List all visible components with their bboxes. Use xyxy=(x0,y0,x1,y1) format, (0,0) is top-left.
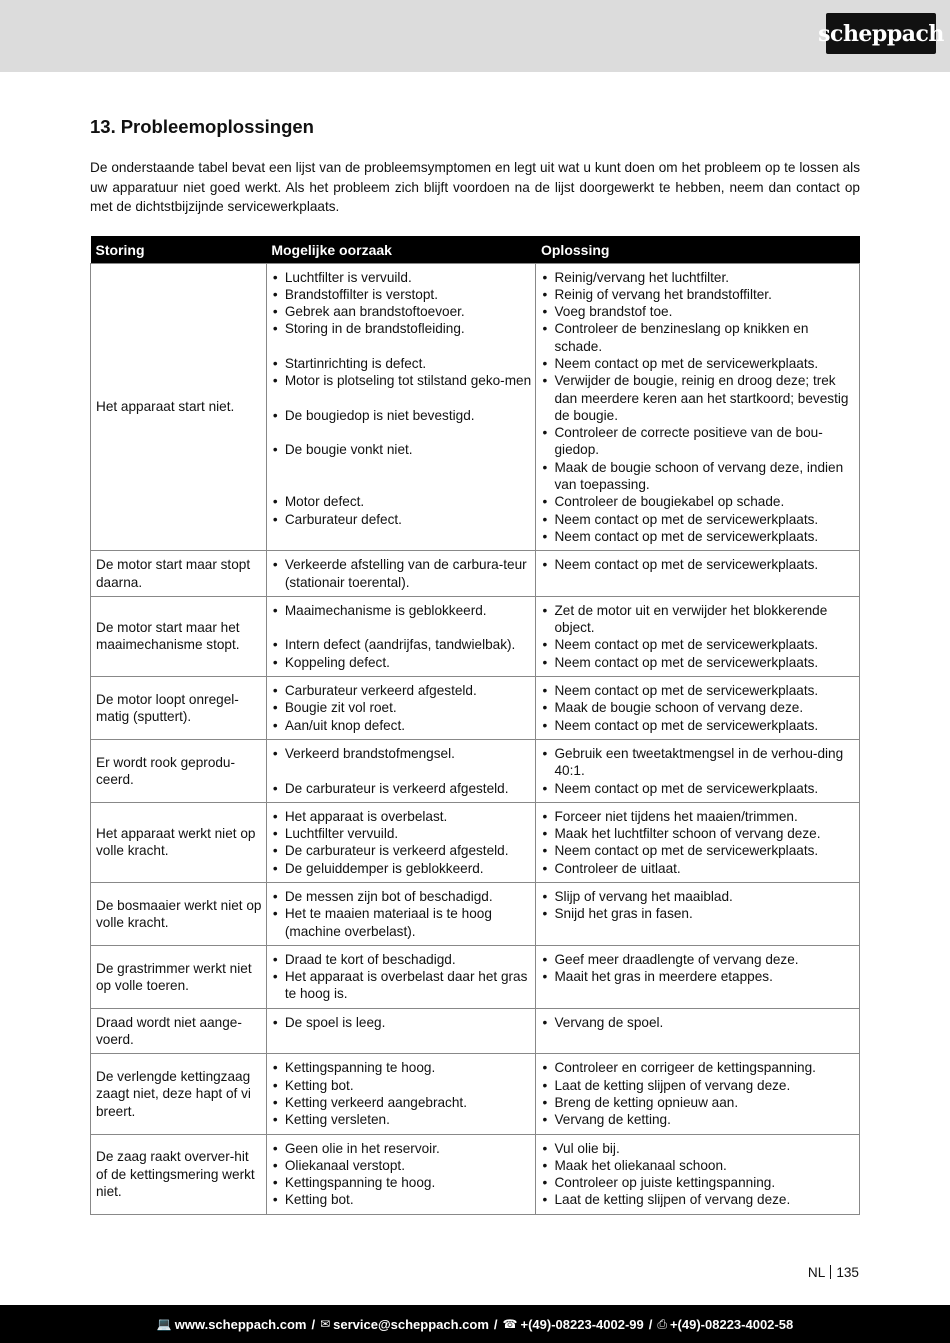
cause-item: • Maaimechanisme is geblokkeerd. xyxy=(271,602,532,619)
cause-item: • Koppeling defect. xyxy=(271,654,532,671)
symptom-cell: De motor start maar het maaimechanisme stopt. xyxy=(91,596,267,676)
table-row xyxy=(91,1054,860,1134)
solution-item: • Neem contact op met de servicewerkplaats. xyxy=(540,654,855,671)
section-number: 13. xyxy=(90,116,116,137)
cause-item: • Ketting verkeerd aangebracht. xyxy=(271,1094,532,1111)
section-heading xyxy=(90,116,314,138)
cause-item: • Luchtfilter vervuild. xyxy=(271,825,532,842)
symptom-cell: De zaag raakt overver-hit of de kettingsmering werkt niet. xyxy=(91,1134,267,1214)
symptom-cell: De grastrimmer werkt niet op volle toeren. xyxy=(91,945,267,1008)
footer-separator: / xyxy=(648,1316,653,1332)
solution-item: • Snijd het gras in fasen. xyxy=(540,905,855,922)
cause-item: • De messen zijn bot of beschadigd. xyxy=(271,888,532,905)
solutions-cell xyxy=(536,1134,860,1214)
solution-item: • Maak het oliekanaal schoon. xyxy=(540,1157,855,1174)
symptom-cell: Het apparaat werkt niet op volle kracht. xyxy=(91,802,267,882)
cause-item: • Startinrichting is defect. xyxy=(271,355,532,372)
footer-fax: +(49)-08223-4002-58 xyxy=(669,1316,794,1332)
solution-item: • Neem contact op met de servicewerkplaats. xyxy=(540,355,855,372)
solution-item: • Controleer en corrigeer de kettingspanning. xyxy=(540,1059,855,1076)
solution-item: • Controleer de bougiekabel op schade. xyxy=(540,493,855,510)
causes-cell xyxy=(266,1008,536,1054)
table-row xyxy=(91,802,860,882)
cause-item: • Ketting bot. xyxy=(271,1191,532,1208)
solutions-cell xyxy=(536,1054,860,1134)
cause-item: • De carburateur is verkeerd afgesteld. xyxy=(271,780,532,797)
cause-item: • Geen olie in het reservoir. xyxy=(271,1140,532,1157)
solution-item: • Controleer de uitlaat. xyxy=(540,860,855,877)
mail-icon: ✉ xyxy=(320,1317,331,1331)
causes-cell xyxy=(266,551,536,597)
causes-cell xyxy=(266,596,536,676)
solution-item: • Laat de ketting slijpen of vervang deze. xyxy=(540,1077,855,1094)
solution-item: • Vul olie bij. xyxy=(540,1140,855,1157)
footer-separator: / xyxy=(311,1316,316,1332)
troubleshooting-table xyxy=(90,236,860,1215)
cause-item: • Het apparaat is overbelast. xyxy=(271,808,532,825)
cause-item: • De bougiedop is niet bevestigd. xyxy=(271,407,532,424)
cause-item: • Het apparaat is overbelast daar het gras te hoog is. xyxy=(271,968,532,1003)
computer-icon: 💻 xyxy=(156,1317,172,1331)
phone-icon: ☎ xyxy=(502,1317,518,1331)
causes-cell xyxy=(266,802,536,882)
header-oorzaak: Mogelijke oorzaak xyxy=(266,236,536,263)
solution-item: • Laat de ketting slijpen of vervang deze. xyxy=(540,1191,855,1208)
cause-item: • Luchtfilter is vervuild. xyxy=(271,269,532,286)
solution-item: • Neem contact op met de servicewerkplaats. xyxy=(540,556,855,573)
cause-item: • De bougie vonkt niet. xyxy=(271,441,532,458)
solution-item: • Maak de bougie schoon of vervang deze, indien van toepassing. xyxy=(540,459,855,494)
symptom-cell: De motor loopt onregel-matig (sputtert). xyxy=(91,677,267,740)
cause-item: • Gebrek aan brandstoftoevoer. xyxy=(271,303,532,320)
table-header-row xyxy=(91,236,860,263)
cause-item: • Carburateur defect. xyxy=(271,511,532,528)
table-row xyxy=(91,1008,860,1054)
page-language: NL xyxy=(807,1265,826,1280)
footer-bar xyxy=(0,1305,950,1343)
solution-item: • Zet de motor uit en verwijder het blokkerende object. xyxy=(540,602,855,637)
solution-item: • Controleer op juiste kettingspanning. xyxy=(540,1174,855,1191)
footer-website[interactable]: www.scheppach.com xyxy=(174,1316,307,1332)
solution-item: • Gebruik een tweetaktmengsel in de verhou-ding 40:1. xyxy=(540,745,855,780)
cause-item: • Ketting versleten. xyxy=(271,1111,532,1128)
solutions-cell xyxy=(536,945,860,1008)
symptom-cell: De motor start maar stopt daarna. xyxy=(91,551,267,597)
causes-cell xyxy=(266,1054,536,1134)
solution-item: • Vervang de spoel. xyxy=(540,1014,855,1031)
cause-item: • Brandstoffilter is verstopt. xyxy=(271,286,532,303)
solutions-cell xyxy=(536,883,860,946)
cause-item: • Carburateur verkeerd afgesteld. xyxy=(271,682,532,699)
cause-item: • De carburateur is verkeerd afgesteld. xyxy=(271,842,532,859)
solution-item: • Neem contact op met de servicewerkplaats. xyxy=(540,717,855,734)
fax-icon: ⎙ xyxy=(657,1316,667,1331)
solution-item: • Verwijder de bougie, reinig en droog deze; trek dan meerdere keren aan het startkoord; bevestig de bougie. xyxy=(540,372,855,424)
solutions-cell xyxy=(536,263,860,551)
solution-item: • Voeg brandstof toe. xyxy=(540,303,855,320)
cause-item: • Kettingspanning te hoog. xyxy=(271,1174,532,1191)
footer-email[interactable]: service@scheppach.com xyxy=(333,1316,489,1332)
solution-item: • Forceer niet tijdens het maaien/trimmen. xyxy=(540,808,855,825)
solutions-cell xyxy=(536,1008,860,1054)
causes-cell xyxy=(266,263,536,551)
symptom-cell: Het apparaat start niet. xyxy=(91,263,267,551)
table-row xyxy=(91,945,860,1008)
cause-item: • Oliekanaal verstopt. xyxy=(271,1157,532,1174)
header-band xyxy=(0,0,950,72)
solution-item: • Maak de bougie schoon of vervang deze. xyxy=(540,699,855,716)
intro-paragraph: De onderstaande tabel bevat een lijst van de probleemsymptomen en legt uit wat u kunt doen om het probleem op te lossen als uw apparatuur niet goed werkt. Als het probleem zich blijft voordoen na de lijst doorgewerkt te hebben, neem dan contact op met de dichtstbijzijnde servicewerkplaats. xyxy=(90,160,860,214)
solution-item: • Maak het luchtfilter schoon of vervang deze. xyxy=(540,825,855,842)
solution-item: • Controleer de benzineslang op knikken en schade. xyxy=(540,320,855,355)
table-row xyxy=(91,677,860,740)
cause-item: • Storing in de brandstofleiding. xyxy=(271,320,532,337)
table-row xyxy=(91,551,860,597)
causes-cell xyxy=(266,945,536,1008)
page-count: 135 xyxy=(836,1265,859,1280)
header-oplossing: Oplossing xyxy=(536,236,860,263)
page-number xyxy=(808,1265,859,1280)
solution-item: • Vervang de ketting. xyxy=(540,1111,855,1128)
solution-item: • Slijp of vervang het maaiblad. xyxy=(540,888,855,905)
cause-item: • Het te maaien materiaal is te hoog (machine overbelast). xyxy=(271,905,532,940)
causes-cell xyxy=(266,677,536,740)
solution-item: • Maait het gras in meerdere etappes. xyxy=(540,968,855,985)
solution-item: • Neem contact op met de servicewerkplaats. xyxy=(540,528,855,545)
solution-item: • Neem contact op met de servicewerkplaats. xyxy=(540,780,855,797)
solution-item: • Neem contact op met de servicewerkplaats. xyxy=(540,511,855,528)
solutions-cell xyxy=(536,551,860,597)
solutions-cell xyxy=(536,802,860,882)
cause-item: • Bougie zit vol roet. xyxy=(271,699,532,716)
solution-item: • Breng de ketting opnieuw aan. xyxy=(540,1094,855,1111)
symptom-cell: De verlengde kettingzaag zaagt niet, deze hapt of vi breert. xyxy=(91,1054,267,1134)
solutions-cell xyxy=(536,739,860,802)
cause-item: • Motor is plotseling tot stilstand geko-men xyxy=(271,372,532,389)
cause-item: • Motor defect. xyxy=(271,493,532,510)
header-storing: Storing xyxy=(91,236,267,263)
footer-separator: / xyxy=(493,1316,498,1332)
footer-phone: +(49)-08223-4002-99 xyxy=(520,1316,644,1332)
cause-item: • De geluiddemper is geblokkeerd. xyxy=(271,860,532,877)
table-row xyxy=(91,1134,860,1214)
solution-item: • Reinig of vervang het brandstoffilter. xyxy=(540,286,855,303)
table-row xyxy=(91,739,860,802)
solution-item: • Reinig/vervang het luchtfilter. xyxy=(540,269,855,286)
cause-item: • Verkeerd brandstofmengsel. xyxy=(271,745,532,762)
symptom-cell: De bosmaaier werkt niet op volle kracht. xyxy=(91,883,267,946)
section-title: Probleemoplossingen xyxy=(120,116,314,137)
solution-item: • Neem contact op met de servicewerkplaats. xyxy=(540,682,855,699)
cause-item: • Kettingspanning te hoog. xyxy=(271,1059,532,1076)
cause-item: • Intern defect (aandrijfas, tandwielbak). xyxy=(271,636,532,653)
table-row xyxy=(91,883,860,946)
solution-item: • Neem contact op met de servicewerkplaats. xyxy=(540,636,855,653)
table-row xyxy=(91,596,860,676)
solution-item: • Geef meer draadlengte of vervang deze. xyxy=(540,951,855,968)
table-row xyxy=(91,263,860,551)
cause-item: • Aan/uit knop defect. xyxy=(271,717,532,734)
symptom-cell: Draad wordt niet aange-voerd. xyxy=(91,1008,267,1054)
solutions-cell xyxy=(536,596,860,676)
cause-item: • De spoel is leeg. xyxy=(271,1014,532,1031)
solution-item: • Controleer de correcte positieve van de bou-giedop. xyxy=(540,424,855,459)
cause-item: • Verkeerde afstelling van de carbura-teur (stationair toerental). xyxy=(271,556,532,591)
causes-cell xyxy=(266,883,536,946)
scheppach-logo: scheppach xyxy=(826,13,936,54)
cause-item: • Draad te kort of beschadigd. xyxy=(271,951,532,968)
solution-item: • Neem contact op met de servicewerkplaats. xyxy=(540,842,855,859)
solutions-cell xyxy=(536,677,860,740)
causes-cell xyxy=(266,1134,536,1214)
causes-cell xyxy=(266,739,536,802)
page-divider xyxy=(830,1265,831,1279)
cause-item: • Ketting bot. xyxy=(271,1077,532,1094)
symptom-cell: Er wordt rook geprodu-ceerd. xyxy=(91,739,267,802)
